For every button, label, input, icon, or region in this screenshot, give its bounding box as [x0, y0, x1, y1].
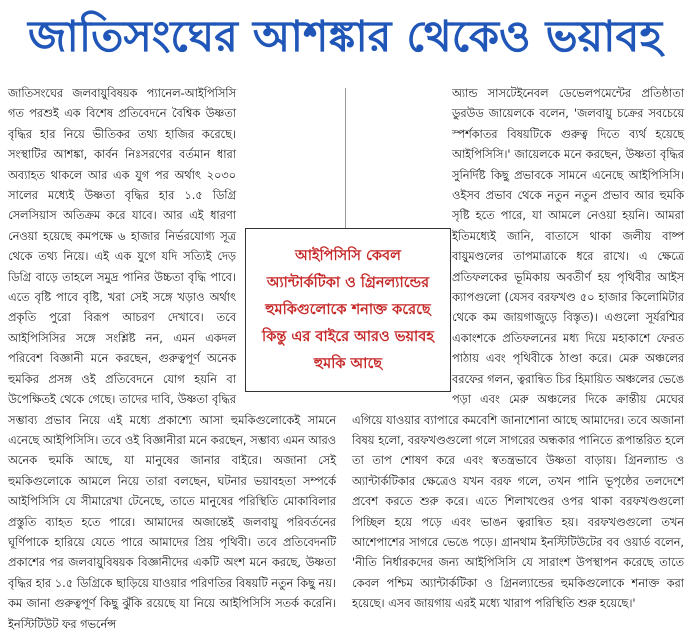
pull-quote-text: আইপিসিসি কেবল অ্যান্টার্কটিকা ও গ্রিনল্যান্ডের হুমকিগুলোকে শনাক্ত করেছে কিন্তু এর বাইরে আরও ভয়াবহ হুমকি আছে [262, 247, 434, 372]
headline: জাতিসংঘের আশঙ্কার থেকেও ভয়াবহ [27, 11, 663, 62]
left-column-text: জাতিসংঘের জলবায়ুবিষয়ক প্যানেল-আইপিসিসি গত পরশুই এক বিশেষ প্রতিবেদনে বৈশ্বিক উষ্ণতা বৃদ্ধির হার নিয়ে ভীতিকর তথ্য হাজির করেছে। সংস্থাটির আশঙ্কা, কার্বন নিঃসরণের বর্তমান ধারা অব্যাহত থাকলে আর এক যুগ পর অর্থাৎ ২০৩০ সালের মধ্যেই উষ্ণতা বৃদ্ধির হার ১.৫ ডিগ্রি সেলসিয়াস অতিক্রম করে যাবে। আর এই ধারণা নেওয়া হয়েছে কমপক্ষে ৬ হাজার নির্ভরযোগ্য সূত্র থেকে তথ্য নিয়ে। এই এক যুগে যদি সত্যিই দেড় ডিগ্রি বাড়ে তাহলে সমুদ্র পানির উচ্চতা বৃদ্ধি পাবে। এতে বৃষ্টি পাবে বৃষ্টি, খরা সেই সঙ্গে খড়াও অর্থাৎ প্রকৃতি পুরো বিরূপ আচরণ দেখাবে। তবে আইপিসিসির সঙ্গে সংশ্লিষ্ট নন, এমন একদল পরিবেশ বিজ্ঞানী মনে করছেন, গুরুত্বপূর্ণ অনেক হুমকির প্রসঙ্গ ওই প্রতিবেদনে যোগ হয়নি বা উপেক্ষিতই থেকে গেছে। তাদের দাবি, উষ্ণতা বৃদ্ধির সম্ভাব্য প্রভাব নিয়ে এই মধ্যে প্রকাশ্যে আসা হুমকিগুলোকেই সামনে এনেছে আইপিসিসি। তবে ওই বিজ্ঞানীরা মনে করছেন, সম্ভাব্য এমন আরও অনেক হুমকি আছে, যা মানুষের জানার বাইরে। অজানা সেই হুমকিগুলোকে আমলে নিয়ে তারা বলছেন, ঘটনার ভয়াবহতা সম্পর্কে আইপিসিসি যে সীমারেখা টেনেছে, তাতে মানুষের পরিস্থিতি মোকাবিলার প্রস্তুতি ব্যাহত হতে পারে। আমাদের অজান্তেই জলবায়ু পরিবর্তনের ঘূর্ণিপাকে হারিয়ে যেতে পারে আমাদের প্রিয় পৃথিবী। তবে প্রতিবেদনটি প্রকাশের পর জলবায়ুবিষয়ক বিজ্ঞানীদের একটি অংশ মনে করছে, উষ্ণতা বৃদ্ধির হার ১.৫ ডিগ্রিকে ছাড়িয়ে যাওয়ার পরিণতির বিষয়টি নতুন কিছু নয়। কম জানা গুরুত্বপূর্ণ কিছু ঝুঁকি রয়েছে যা নিয়ে আইপিসিসি সতর্ক করেনি। ইনস্টিটিউট ফর গভর্নেন্স [8, 87, 336, 631]
pull-quote-box [245, 228, 451, 392]
column-divider [345, 88, 346, 234]
right-column-text: অ্যান্ড সাসটেইনেবল ডেভেলপমেন্টের প্রতিষ্ঠাতা ডুরউড জায়েলকে বলেন, 'জলবায়ু চক্রের সবচেয়ে স্পর্শকাতর বিষয়টিকে গুরুত্ব দিতে ব্যর্থ হয়েছে আইপিসিসি।' জায়েলকে মনে করছেন, উষ্ণতা বৃদ্ধির সুনির্দিষ্ট কিছু প্রভাবকে সামনে এনেছে আইপিসিসি। ওইসব প্রভাব থেকে নতুন নতুন প্রভাব আর হুমকি সৃষ্টি হতে পারে, যা আমলে নেওয়া হয়নি। আমরা ইতিমধ্যেই জানি, বাতাসে থাকা জলীয় বাষ্প বায়ুমণ্ডলের তাপমাত্রাকে ধরে রাখে। এ ক্ষেত্রে প্রতিফলকের ভূমিকায় অবতীর্ণ হয় পৃথিবীর আইস ক্যাপগুলো (যেসব বরফখণ্ড ৫০ হাজার কিলোমিটার থেকে কম জায়গাজুড়ে বিস্তৃত)। এগুলো সূর্যরশ্মির একাংশকে প্রতিফলনের মধ্য দিয়ে মহাকাশে ফেরত পাঠায় এবং পৃথিবীকে ঠাণ্ডা করে। মেরু অঞ্চলের বরফের গলন, ত্বরান্বিত চির হিমায়িত অঞ্চলের ভেঙে পড়া এবং মেরু অঞ্চলের দিকে ক্রান্তীয় মেঘের এগিয়ে যাওয়ার ব্যাপারে কমবেশি জানাশোনা আছে আমাদের। তবে অজানা বিষয় হলো, বরফখণ্ডগুলো গলে সাগরের অন্ধকার পানিতে রূপান্তরিত হলে তা তাপ শোষণ করে এবং স্বতন্ত্রভাবে উষ্ণতা বাড়ায়। গ্রিনল্যান্ড ও অ্যান্টার্কটিকার ক্ষেত্রেও যখন বরফ গলে, তখন পানি ভূপৃষ্ঠের তলদেশে প্রবেশ করতে শুরু করে। এতে শিলাখণ্ডের ওপর থাকা বরফখণ্ডগুলো পিচ্ছিল হয়ে পড়ে এবং ভাঙন ত্বরান্বিত হয়। বরফখণ্ডগুলো তখন আশেপাশের সাগরে ভেঙে পড়ে। গ্রানথাম ইনস্টিটিউটের বব ওয়ার্ড বলেন, 'নীতি নির্ধারকদের জন্য আইপিসিসি যে সারাংশ উপস্থাপন করেছে তাতে কেবল পশ্চিম অ্যান্টার্কটিকা ও গ্রিনল্যান্ডের হুমকিগুলোকে শনাক্ত করা হয়েছে। এসব জায়গায় এরই মধ্যে খারাপ পরিস্থিতি শুরু হয়েছে।' [352, 87, 684, 611]
